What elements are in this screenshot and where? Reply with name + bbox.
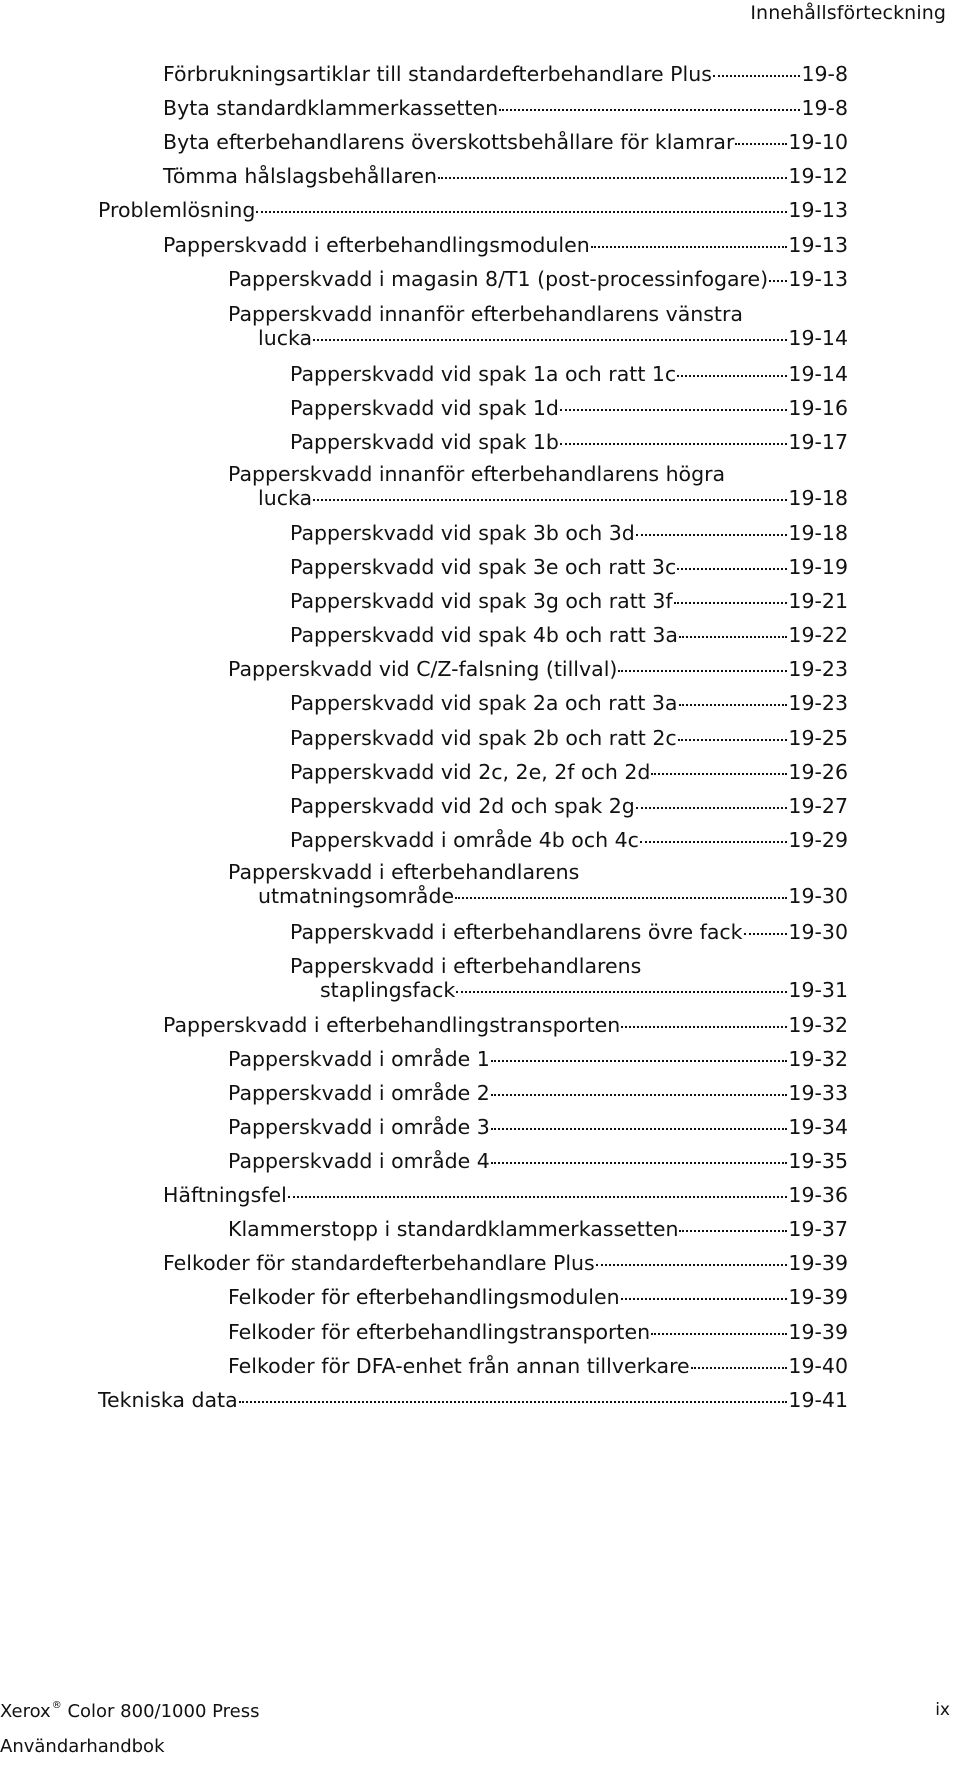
product-name: Color 800/1000 Press — [67, 1701, 260, 1722]
toc-entry-title: Papperskvadd vid spak 3g och ratt 3f — [290, 589, 673, 613]
toc-entry-page: 19-10 — [788, 130, 848, 154]
dot-leader — [640, 841, 788, 843]
dot-leader — [636, 807, 788, 809]
toc-entry[interactable] — [228, 1115, 848, 1139]
toc-entry-title: Tekniska data — [98, 1388, 238, 1412]
dot-leader — [677, 568, 787, 570]
dot-leader — [735, 143, 787, 145]
toc-entry-page: 19-39 — [788, 1320, 848, 1344]
toc-entry-title: Papperskvadd vid spak 3b och 3d — [290, 521, 635, 545]
dot-leader — [596, 1264, 788, 1266]
toc-entry-title: Papperskvadd i magasin 8/T1 (post-processinfogare) — [228, 267, 769, 291]
dot-leader — [499, 109, 800, 111]
toc-entry[interactable] — [290, 362, 848, 386]
dot-leader — [560, 409, 788, 411]
dot-leader — [455, 897, 787, 899]
toc-entry-page: 19-32 — [788, 1013, 848, 1037]
toc-entry[interactable] — [290, 760, 848, 784]
dot-leader — [560, 443, 788, 445]
toc-entry-title-line1: Papperskvadd i efterbehandlarens — [228, 860, 580, 884]
toc-entry-title: Problemlösning — [98, 198, 256, 222]
toc-entry-page: 19-26 — [788, 760, 848, 784]
toc-entry-title: Papperskvadd vid C/Z-falsning (tillval) — [228, 657, 618, 681]
toc-entry[interactable] — [228, 1285, 848, 1309]
dot-leader — [491, 1162, 788, 1164]
toc-entry-page: 19-12 — [788, 164, 848, 188]
toc-entry[interactable] — [228, 267, 848, 291]
dot-leader — [769, 280, 787, 282]
toc-entry[interactable] — [228, 462, 848, 510]
dot-leader — [313, 339, 787, 341]
dot-leader — [744, 933, 788, 935]
toc-entry[interactable] — [228, 302, 848, 350]
toc-entry[interactable] — [290, 794, 848, 818]
toc-entry-page: 19-31 — [788, 978, 848, 1002]
toc-entry-title: Papperskvadd vid spak 2b och ratt 2c — [290, 726, 677, 750]
toc-entry[interactable] — [228, 1217, 848, 1241]
toc-entry-title: Byta standardklammerkassetten — [163, 96, 499, 120]
dot-leader — [636, 534, 788, 536]
toc-entry-page: 19-8 — [801, 62, 848, 86]
toc-entry-title: Papperskvadd i efterbehandlingstransporten — [163, 1013, 621, 1037]
toc-entry-page: 19-32 — [788, 1047, 848, 1071]
toc-entry[interactable] — [163, 1013, 848, 1037]
toc-entry[interactable] — [98, 1388, 848, 1412]
toc-entry-page: 19-16 — [788, 396, 848, 420]
toc-entry-page: 19-14 — [788, 326, 848, 350]
toc-entry-title: Häftningsfel — [163, 1183, 287, 1207]
dot-leader — [679, 1230, 787, 1232]
toc-entry-title: Papperskvadd i område 4b och 4c — [290, 828, 639, 852]
dot-leader — [256, 211, 787, 213]
toc-entry-page: 19-29 — [788, 828, 848, 852]
toc-entry-page: 19-13 — [788, 198, 848, 222]
toc-entry-page: 19-30 — [788, 920, 848, 944]
toc-entry-page: 19-36 — [788, 1183, 848, 1207]
toc-entry[interactable] — [98, 198, 848, 222]
toc-entry-page: 19-23 — [788, 657, 848, 681]
dot-leader — [674, 602, 788, 604]
toc-entry-title: Papperskvadd vid 2d och spak 2g — [290, 794, 635, 818]
toc-entry[interactable] — [290, 430, 848, 454]
toc-entry-title-line2: utmatningsområde — [258, 884, 455, 908]
toc-entry-page: 19-19 — [788, 555, 848, 579]
toc-entry-title: Papperskvadd i efterbehandlingsmodulen — [163, 233, 590, 257]
toc-entry-page: 19-40 — [788, 1354, 848, 1378]
footer-book-title: Användarhandbok — [0, 1736, 165, 1757]
toc-entry[interactable] — [163, 233, 848, 257]
dot-leader — [621, 1298, 788, 1300]
dot-leader — [456, 991, 787, 993]
toc-entry[interactable] — [163, 96, 848, 120]
toc-entry-page: 19-30 — [788, 884, 848, 908]
toc-entry[interactable] — [228, 1149, 848, 1173]
dot-leader — [679, 636, 787, 638]
toc-entry-page: 19-23 — [788, 691, 848, 715]
dot-leader — [491, 1094, 788, 1096]
toc-entry[interactable] — [290, 589, 848, 613]
toc-entry-title: Byta efterbehandlarens överskottsbehållare för klamrar — [163, 130, 735, 154]
toc-entry[interactable] — [290, 521, 848, 545]
dot-leader — [679, 704, 788, 706]
dot-leader — [239, 1401, 788, 1403]
page-number: ix — [935, 1700, 950, 1720]
toc-entry[interactable] — [290, 920, 848, 944]
toc-entry[interactable] — [290, 623, 848, 647]
toc-entry[interactable] — [163, 164, 848, 188]
toc-entry-page: 19-8 — [801, 96, 848, 120]
toc-entry-title-line2: lucka — [258, 326, 313, 350]
toc-entry-page: 19-27 — [788, 794, 848, 818]
dot-leader — [288, 1196, 788, 1198]
toc-entry-title: Felkoder för standardefterbehandlare Plus — [163, 1251, 595, 1275]
toc-entry-title-line2: staplingsfack — [320, 978, 456, 1002]
toc-entry-title-line1: Papperskvadd i efterbehandlarens — [290, 954, 642, 978]
dot-leader — [691, 1367, 788, 1369]
toc-entry-title: Papperskvadd vid 2c, 2e, 2f och 2d — [290, 760, 651, 784]
dot-leader — [491, 1060, 788, 1062]
dot-leader — [618, 670, 787, 672]
toc-entry[interactable] — [228, 1354, 848, 1378]
toc-entry-title-line2: lucka — [258, 486, 313, 510]
toc-entry-title: Papperskvadd i område 4 — [228, 1149, 490, 1173]
toc-entry-title: Papperskvadd i område 1 — [228, 1047, 490, 1071]
dot-leader — [591, 246, 788, 248]
dot-leader — [678, 739, 788, 741]
toc-entry-title: Papperskvadd vid spak 3e och ratt 3c — [290, 555, 677, 579]
toc-entry-title: Tömma hålslagsbehållaren — [163, 164, 437, 188]
footer-product — [0, 1700, 260, 1722]
toc-entry-page: 19-39 — [788, 1285, 848, 1309]
toc-entry-title: Papperskvadd vid spak 2a och ratt 3a — [290, 691, 678, 715]
toc-entry-title-line1: Papperskvadd innanför efterbehandlarens vänstra — [228, 302, 743, 326]
toc-entry-title: Klammerstopp i standardklammerkassetten — [228, 1217, 679, 1241]
dot-leader — [438, 177, 787, 179]
dot-leader — [491, 1128, 788, 1130]
toc-entry-page: 19-17 — [788, 430, 848, 454]
toc-entry-page: 19-37 — [788, 1217, 848, 1241]
toc-entry[interactable] — [290, 954, 848, 1002]
toc-entry[interactable] — [290, 555, 848, 579]
toc-entry[interactable] — [163, 1251, 848, 1275]
toc-entry-page: 19-13 — [788, 267, 848, 291]
toc-entry-page: 19-14 — [788, 362, 848, 386]
toc-entry[interactable] — [290, 828, 848, 852]
toc-entry[interactable] — [163, 1183, 848, 1207]
toc-entry-title: Papperskvadd vid spak 1a och ratt 1c — [290, 362, 677, 386]
running-head: Innehållsförteckning — [750, 2, 946, 24]
toc-entry-page: 19-34 — [788, 1115, 848, 1139]
toc-entry-page: 19-18 — [788, 486, 848, 510]
toc-entry[interactable] — [228, 1081, 848, 1105]
toc-entry[interactable] — [290, 726, 848, 750]
registered-trademark: ® — [51, 1700, 62, 1711]
toc-entry[interactable] — [163, 62, 848, 86]
toc-entry-title: Förbrukningsartiklar till standardefterbehandlare Plus — [163, 62, 712, 86]
toc-entry-page: 19-39 — [788, 1251, 848, 1275]
toc-entry-page: 19-13 — [788, 233, 848, 257]
toc-entry-title: Papperskvadd i efterbehandlarens övre fack — [290, 920, 743, 944]
toc-entry-title-line1: Papperskvadd innanför efterbehandlarens högra — [228, 462, 726, 486]
toc-entry-page: 19-41 — [788, 1388, 848, 1412]
dot-leader — [621, 1026, 787, 1028]
toc-entry-title: Papperskvadd vid spak 1d — [290, 396, 559, 420]
toc-entry[interactable] — [228, 657, 848, 681]
toc-entry-title: Felkoder för efterbehandlingstransporten — [228, 1320, 651, 1344]
dot-leader — [313, 499, 787, 501]
toc-entry-page: 19-33 — [788, 1081, 848, 1105]
toc-entry-title: Papperskvadd vid spak 4b och ratt 3a — [290, 623, 678, 647]
dot-leader — [713, 75, 801, 77]
toc-entry[interactable] — [228, 1047, 848, 1071]
toc-entry-page: 19-18 — [788, 521, 848, 545]
toc-entry-page: 19-22 — [788, 623, 848, 647]
toc-entry-page: 19-35 — [788, 1149, 848, 1173]
toc-entry[interactable] — [290, 691, 848, 715]
toc-entry[interactable] — [228, 860, 848, 908]
dot-leader — [651, 773, 787, 775]
toc-entry-title: Papperskvadd vid spak 1b — [290, 430, 559, 454]
toc-entry-title: Papperskvadd i område 3 — [228, 1115, 490, 1139]
dot-leader — [651, 1333, 787, 1335]
toc-entry-title: Felkoder för DFA-enhet från annan tillverkare — [228, 1354, 690, 1378]
toc-entry-title: Felkoder för efterbehandlingsmodulen — [228, 1285, 620, 1309]
toc-entry-page: 19-21 — [788, 589, 848, 613]
dot-leader — [677, 375, 787, 377]
brand-name: Xerox — [0, 1701, 51, 1722]
toc-entry[interactable] — [228, 1320, 848, 1344]
toc-entry-page: 19-25 — [788, 726, 848, 750]
toc-entry[interactable] — [290, 396, 848, 420]
toc-entry[interactable] — [163, 130, 848, 154]
toc-entry-title: Papperskvadd i område 2 — [228, 1081, 490, 1105]
